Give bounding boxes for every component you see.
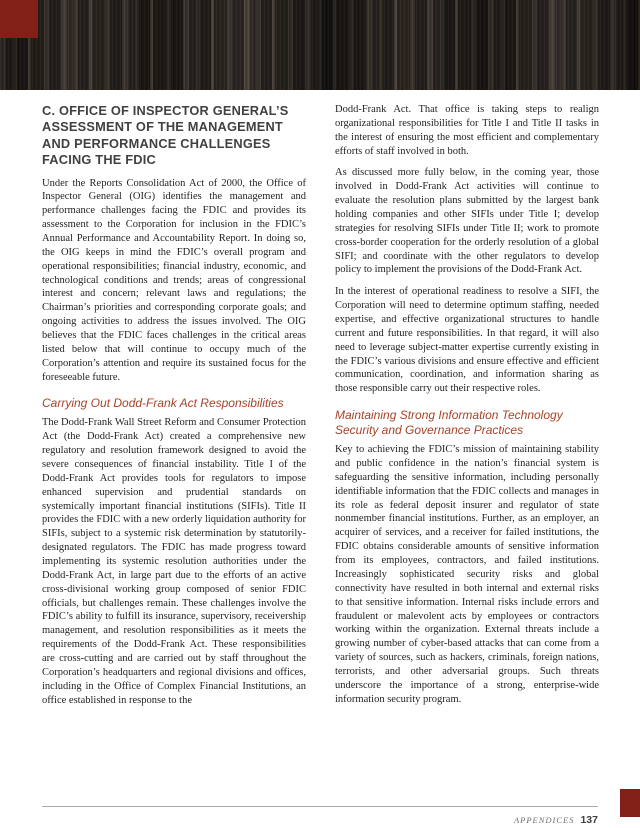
paragraph-dodd-frank: The Dodd-Frank Wall Street Reform and Consumer Protection Act (the Dodd-Frank Act) created a comprehensive new regulatory and resolution framework designed to avoid the severe consequences of financial instability. Title I of the Dodd-Frank Act provides tools for regulators to impose enhanced supervision and prudential standards on systemically important financial institutions (SIFIs). Title II provides the FDIC with a new orderly liquidation authority for SIFIs, subject to a systemic risk determination by statutorily-designated regulators. The FDIC has made progress toward implementing its systemic resolution authorities under the Dodd-Frank Act, in large part due to the efforts of an active cross-divisional working group composed of senior FDIC officials, but challenges remain. These challenges involve the FDIC’s ability to fulfill its insurance, supervisory, receivership management, and resolution responsibilities as it meets the requirements of the Dodd-Frank Act. These responsibilities are cross-cutting and are carried out by staff throughout the Corporation’s headquarters and regional divisions and offices, including in the Office of Complex Financial Institutions, an office established in response to the <box>42 417 306 706</box>
right-column <box>335 103 599 707</box>
subheading-dodd-frank: Carrying Out Dodd-Frank Act Responsibilities <box>42 396 284 411</box>
accent-square-bottom-right <box>620 789 640 817</box>
paragraph-it-security: Key to achieving the FDIC’s mission of maintaining stability and public confidence in the nation’s financial system is safeguarding the sensitive information, including personally identifiable information that the FDIC collects and manages in its role as federal deposit insurer and regulator of state nonmember financial institutions. Further, as an employer, an acquirer of services, and a receiver for failed institutions, the FDIC obtains considerable amounts of sensitive information from its employees, contractors, and failed institutions. Increasingly sophisticated security risks and global connectivity have resulted in both internal and external risks to that sensitive information. Internal risks include errors and fraudulent or malevolent acts by employees or contractors working within the organization. External threats include a growing number of cyber-based attacks that can come from a variety of sources, such as hackers, criminals, foreign nations, terrorists, and other adversarial groups. Such threats underscore the importance of a strong, enterprise-wide information security program. <box>335 444 599 705</box>
page-footer <box>514 810 598 828</box>
left-column <box>42 103 306 707</box>
paragraph-oig-overview: Under the Reports Consolidation Act of 2000, the Office of Inspector General (OIG) identifies the management and performance challenges facing the FDIC and provides its assessment to the Corporation for inclusion in the FDIC’s Annual Performance and Accountability Report. In doing so, the OIG keeps in mind the FDIC’s overall program and operational responsibilities; financial industry, economic, and technological conditions and trends; areas of congressional interest and concern; relevant laws and regulations; the Chairman’s priorities and corresponding corporate goals; and ongoing activities to address the issues involved. The OIG believes that the FDIC faces challenges in the critical areas listed below that will continue to occupy much of the Corporation’s attention and require its sustained focus for the foreseeable future. <box>42 177 306 383</box>
section-heading: C. OFFICE OF INSPECTOR GENERAL’S ASSESSMENT OF THE MANAGEMENT AND PERFORMANCE CHALLENGES FACING THE FDIC <box>42 103 289 168</box>
accent-square-top-left <box>0 0 38 38</box>
paragraph-operational-readiness: In the interest of operational readiness to resolve a SIFI, the Corporation will need to determine optimum staffing, needed expertise, and effective organizational structures to handle current and future responsibilities. In that regard, it will also need to leverage subject-matter expertise currently existing in the FDIC’s various divisions and ensure effective and efficient communication, coordination, and information sharing as those responsible carry out their respective roles. <box>335 286 599 395</box>
page-content <box>42 103 599 707</box>
footer-page-number: 137 <box>580 814 598 826</box>
header-texture-banner <box>0 0 640 90</box>
paragraph-dodd-frank-continued: Dodd-Frank Act. That office is taking steps to realign organizational responsibilities for Title I and Title II tasks in the interest of ensuring the most efficient and complementary efforts of staff involved in both. <box>335 104 599 157</box>
footer-section-label: APPENDICES <box>513 815 575 825</box>
paragraph-coming-year-activities: As discussed more fully below, in the coming year, those involved in Dodd-Frank Act activities will continue to evaluate the resolution plans submitted by the largest bank holding companies and other SIFIs under Title I; develop strategies for resolving SIFIs under Title II; work to promote cross-border cooperation for the orderly resolution of a global SIFI; and coordinate with the other regulators to develop policy to implement the provisions of the Dodd-Frank Act. <box>335 167 599 276</box>
footer-rule <box>42 806 598 807</box>
subheading-it-security: Maintaining Strong Information Technology Security and Governance Practices <box>335 408 563 438</box>
